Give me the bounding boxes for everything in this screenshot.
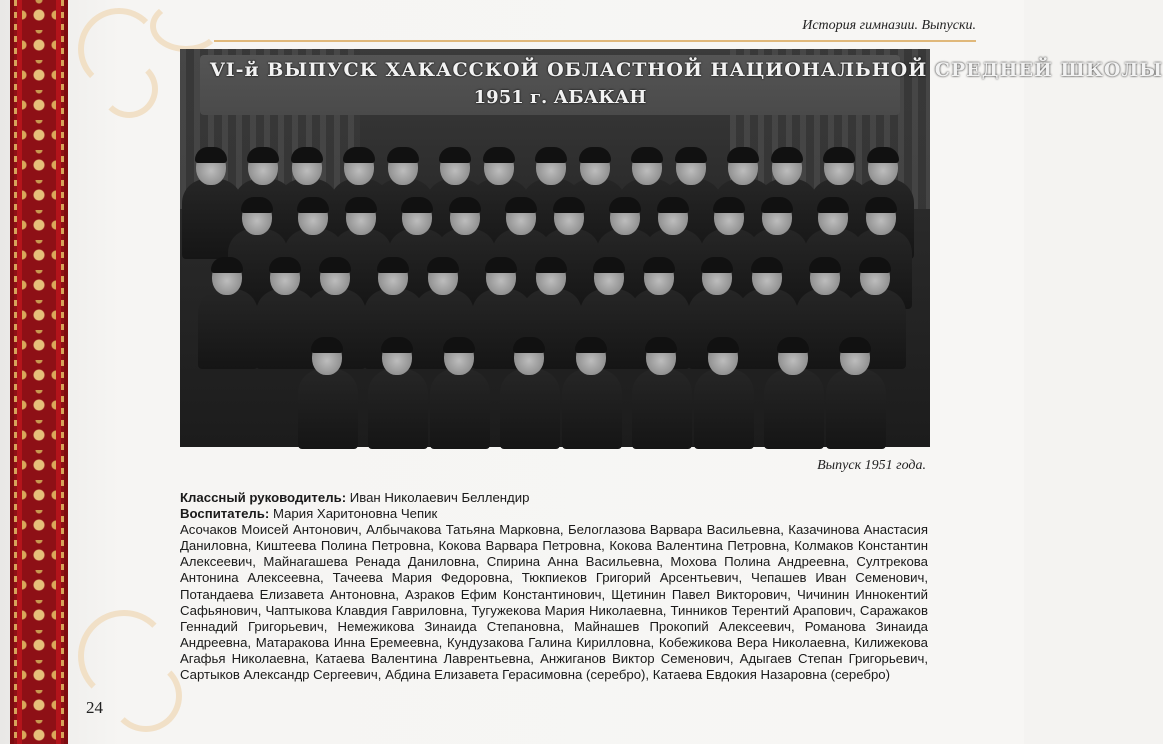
class-teacher-label: Классный руководитель: bbox=[180, 490, 347, 505]
ornamental-border bbox=[10, 0, 68, 744]
decorative-swirl bbox=[100, 60, 158, 118]
decorative-swirl bbox=[110, 660, 182, 732]
photo-banner-text-line2: 1951 г. АБАКАН bbox=[473, 87, 647, 108]
header-rule bbox=[214, 40, 976, 42]
running-header: История гимназии. Выпуски. bbox=[802, 18, 976, 33]
photo-banner-text-line1: VI-й ВЫПУСК ХАКАССКОЙ ОБЛАСТНОЙ НАЦИОНАЛЬНОЙ СРЕДНЕЙ ШКОЛЫ bbox=[210, 59, 1163, 81]
ornament-edge-right bbox=[61, 0, 64, 744]
ornament-pattern bbox=[22, 0, 56, 744]
graduates-info bbox=[180, 490, 928, 683]
educator-name: Мария Харитоновна Чепик bbox=[272, 506, 438, 522]
class-teacher-name: Иван Николаевич Беллендир bbox=[349, 490, 530, 505]
class-photo bbox=[180, 49, 1163, 447]
educator-label: Воспитатель: bbox=[180, 506, 270, 522]
educator-line bbox=[180, 506, 928, 522]
photo-people-group bbox=[180, 139, 930, 447]
graduates-list: Асочаков Моисей Антонович, Албычакова Татьяна Марковна, Белоглазова Варвара Васильевна, Казачинова Анастасия Даниловна, Киштеева Полина Петровна, Кокова Варвара Петровна, Кокова Валентина Петровна, Колмаков Константин Алексеевич, Майнагашева Ренада Даниловна, Спирина Анна Васильевна, Мохова Полина Андреевна, Султрекова Антонина Алексеевна, Тачеева Мария Федоровна, Тюкпиеков Григорий Арсентьевич, Чепашев Иван Семенович, Потандаева Елизавета Антоновна, Азраков Ефим Константинович, Щетинин Павел Викторович, Чичинин Иннокентий Сафьянович, Чаптыкова Клавдия Гавриловна, Тугужекова Мария Николаевна, Тинников Терентий Арапович, Саражаков Геннадий Григорьевич, Немежикова Зинаида Степановна, Майнашев Прокопий Алексеевич, Романова Зинаида Андреевна, Матаракова Инна Еремеевна, Кундузакова Галина Кирилловна, Кобежикова Вера Николаевна, Килижекова Агафья Николаевна, Катаева Валентина Лаврентьевна, Анжиганов Виктор Семенович, Адыгаев Степан Григорьевич, Сартыков Александр Сергеевич, Абдина Елизавета Герасимовна (серебро), Катаева Евдокия Назаровна (серебро) bbox=[180, 522, 928, 683]
class-teacher-line bbox=[180, 490, 928, 506]
ornament-edge-left bbox=[14, 0, 17, 744]
page-number: 24 bbox=[86, 698, 103, 717]
photo-caption: Выпуск 1951 года. bbox=[817, 458, 926, 473]
decorative-swirl bbox=[150, 0, 222, 52]
